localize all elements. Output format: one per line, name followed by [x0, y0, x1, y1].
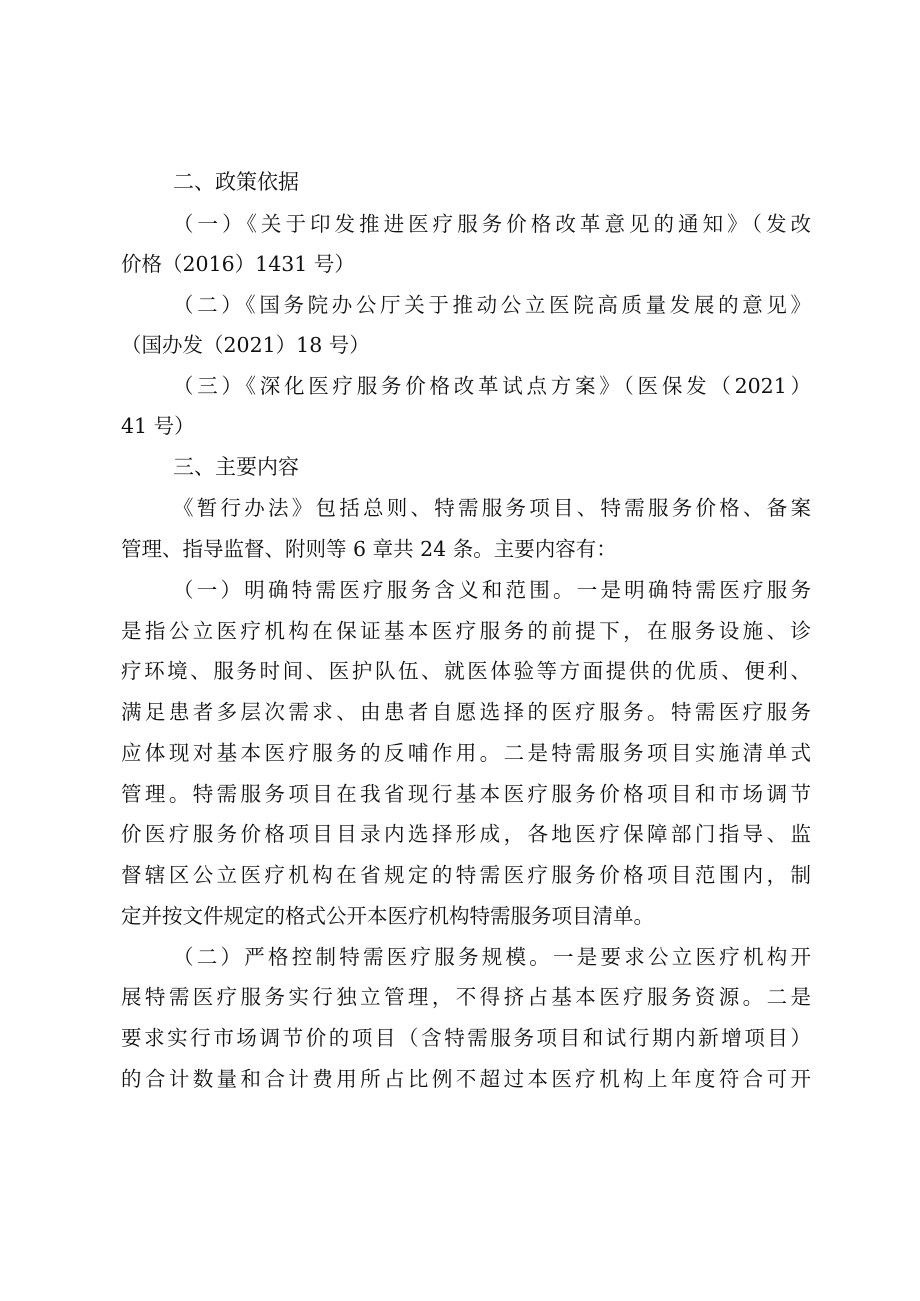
paragraph-2-line: 展特需医疗服务实行独立管理，不得挤占基本医疗服务资源。二是	[121, 985, 811, 1009]
paragraph-1-line: 管理。特需服务项目在我省现行基本医疗服务价格项目和市场调节	[121, 782, 811, 806]
policy-item-3-line-2: 41 号）	[121, 414, 195, 438]
paragraph-2-line: 要求实行市场调节价的项目（含特需服务项目和试行期内新增项目）	[121, 1026, 811, 1050]
paragraph-2-line: （二）严格控制特需医疗服务规模。一是要求公立医疗机构开	[173, 945, 811, 969]
policy-item-1-line-2: 价格（2016）1431 号）	[121, 252, 355, 276]
paragraph-1-line: 应体现对基本医疗服务的反哺作用。二是特需服务项目实施清单式	[121, 741, 811, 765]
paragraph-1-line: 是指公立医疗机构在保证基本医疗服务的前提下，在服务设施、诊	[121, 619, 811, 643]
paragraph-1-line: 督辖区公立医疗机构在省规定的特需医疗服务价格项目范围内，制	[121, 863, 811, 887]
section-heading-main-content: 三、主要内容	[173, 455, 299, 479]
policy-item-1-line-1: （一）《关于印发推进医疗服务价格改革意见的通知》（发改	[173, 212, 811, 236]
paragraph-1-line: 定并按文件规定的格式公开本医疗机构特需服务项目清单。	[121, 904, 654, 928]
policy-item-3-line-1: （三）《深化医疗服务价格改革试点方案》（医保发（2021）	[173, 374, 811, 398]
policy-item-2-line-2: （国办发（2021）18 号）	[121, 333, 370, 357]
intro-line-2: 管理、指导监督、附则等 6 章共 24 条。主要内容有：	[121, 537, 617, 561]
policy-item-2-line-1: （二）《国务院办公厅关于推动公立医院高质量发展的意见》	[173, 293, 811, 317]
paragraph-1-line: 满足患者多层次需求、由患者自愿选择的医疗服务。特需医疗服务	[121, 700, 811, 724]
paragraph-2-line: 的合计数量和合计费用所占比例不超过本医疗机构上年度符合可开	[121, 1067, 811, 1091]
paragraph-1-line: 价医疗服务价格项目目录内选择形成，各地医疗保障部门指导、监	[121, 822, 811, 846]
section-heading-policy-basis: 二、政策依据	[173, 170, 299, 194]
paragraph-1-line: （一）明确特需医疗服务含义和范围。一是明确特需医疗服务	[173, 578, 811, 602]
paragraph-1-line: 疗环境、服务时间、医护队伍、就医体验等方面提供的优质、便利、	[121, 659, 811, 683]
intro-line-1: 《暂行办法》包括总则、特需服务项目、特需服务价格、备案	[173, 496, 811, 520]
